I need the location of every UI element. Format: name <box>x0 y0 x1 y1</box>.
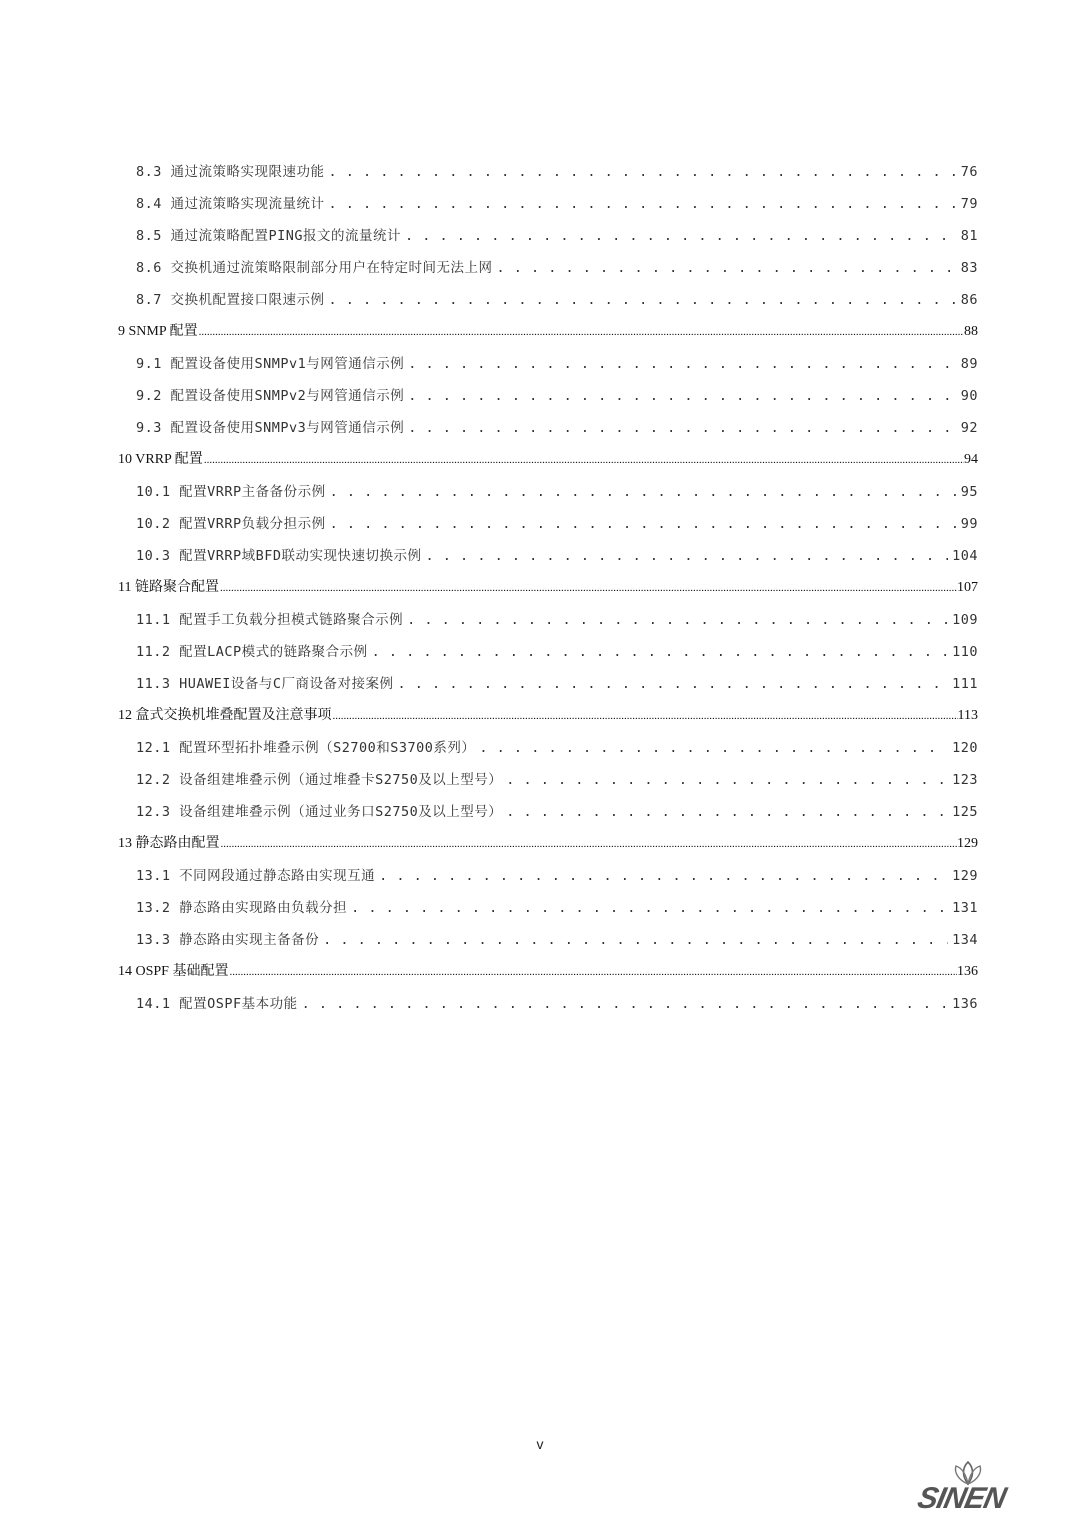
toc-section-row[interactable] <box>118 246 978 278</box>
toc-page-number: 79 <box>960 196 978 212</box>
page-number: v <box>536 1436 544 1452</box>
toc-chapter-row[interactable] <box>118 822 978 854</box>
toc-entry-title: 13.1 不同网段通过静态路由实现互通 <box>136 868 376 884</box>
toc-page-number: 134 <box>952 932 978 948</box>
dot-leader <box>329 194 957 214</box>
dot-leader <box>408 418 956 438</box>
dot-leader <box>333 706 958 726</box>
toc-page-number: 129 <box>957 836 978 851</box>
toc-entry-title: 8.3 通过流策略实现限速功能 <box>136 164 325 180</box>
toc-entry-title: 14 OSPF 基础配置 <box>118 964 229 979</box>
toc-entry-title: 8.7 交换机配置接口限速示例 <box>136 292 325 308</box>
toc-chapter-row[interactable] <box>118 566 978 598</box>
dot-leader <box>330 514 957 534</box>
toc-section-row[interactable] <box>118 918 978 950</box>
toc-entry-title: 10 VRRP 配置 <box>118 452 203 467</box>
table-of-contents <box>118 150 978 1014</box>
dot-leader <box>329 162 957 182</box>
dot-leader <box>479 738 948 758</box>
toc-entry-title: 12.3 设备组建堆叠示例（通过业务口S2750及以上型号） <box>136 804 503 820</box>
toc-section-row[interactable] <box>118 598 978 630</box>
toc-section-row[interactable] <box>118 534 978 566</box>
toc-entry-title: 9.3 配置设备使用SNMPv3与网管通信示例 <box>136 420 405 436</box>
toc-page-number: 94 <box>964 452 978 467</box>
toc-entry-title: 8.6 交换机通过流策略限制部分用户在特定时间无法上网 <box>136 260 493 276</box>
toc-section-row[interactable] <box>118 182 978 214</box>
toc-page-number: 83 <box>960 260 978 276</box>
toc-section-row[interactable] <box>118 502 978 534</box>
dot-leader <box>506 802 948 822</box>
toc-chapter-row[interactable] <box>118 950 978 982</box>
toc-page-number: 109 <box>952 612 978 628</box>
toc-entry-title: 14.1 配置OSPF基本功能 <box>136 996 298 1012</box>
toc-section-row[interactable] <box>118 470 978 502</box>
brand-logo <box>910 1460 1070 1520</box>
toc-entry-title: 10.1 配置VRRP主备备份示例 <box>136 484 326 500</box>
toc-entry-title: 10.3 配置VRRP域BFD联动实现快速切换示例 <box>136 548 422 564</box>
toc-page-number: 99 <box>960 516 978 532</box>
toc-page-number: 92 <box>960 420 978 436</box>
toc-page-number: 111 <box>952 676 978 692</box>
toc-page-number: 123 <box>952 772 978 788</box>
toc-entry-title: 13.3 静态路由实现主备备份 <box>136 932 320 948</box>
toc-page-number: 76 <box>960 164 978 180</box>
dot-leader <box>405 226 957 246</box>
toc-section-row[interactable] <box>118 982 978 1014</box>
dot-leader <box>323 930 948 950</box>
toc-entry-title: 11.2 配置LACP模式的链路聚合示例 <box>136 644 368 660</box>
toc-entry-title: 9 SNMP 配置 <box>118 324 198 339</box>
toc-section-row[interactable] <box>118 406 978 438</box>
toc-section-row[interactable] <box>118 278 978 310</box>
toc-chapter-row[interactable] <box>118 438 978 470</box>
toc-page-number: 95 <box>960 484 978 500</box>
toc-entry-title: 13.2 静态路由实现路由负载分担 <box>136 900 348 916</box>
toc-page-number: 90 <box>960 388 978 404</box>
logo-text: SINEN <box>914 1482 1009 1515</box>
toc-entry-title: 9.2 配置设备使用SNMPv2与网管通信示例 <box>136 388 405 404</box>
toc-chapter-row[interactable] <box>118 694 978 726</box>
toc-page-number: 88 <box>964 324 978 339</box>
toc-page-number: 136 <box>957 964 978 979</box>
toc-entry-title: 12 盒式交换机堆叠配置及注意事项 <box>118 708 332 723</box>
toc-entry-title: 10.2 配置VRRP负载分担示例 <box>136 516 326 532</box>
toc-section-row[interactable] <box>118 630 978 662</box>
toc-entry-title: 13 静态路由配置 <box>118 836 220 851</box>
toc-page-number: 110 <box>952 644 978 660</box>
toc-section-row[interactable] <box>118 886 978 918</box>
toc-section-row[interactable] <box>118 150 978 182</box>
dot-leader <box>506 770 948 790</box>
toc-entry-title: 11.3 HUAWEI设备与C厂商设备对接案例 <box>136 676 394 692</box>
toc-page-number: 113 <box>957 708 978 723</box>
toc-section-row[interactable] <box>118 214 978 246</box>
toc-entry-title: 8.5 通过流策略配置PING报文的流量统计 <box>136 228 402 244</box>
toc-section-row[interactable] <box>118 662 978 694</box>
toc-entry-title: 11.1 配置手工负载分担模式链路聚合示例 <box>136 612 404 628</box>
toc-entry-title: 12.2 设备组建堆叠示例（通过堆叠卡S2750及以上型号） <box>136 772 503 788</box>
toc-section-row[interactable] <box>118 342 978 374</box>
dot-leader <box>497 258 957 278</box>
dot-leader <box>204 450 964 470</box>
dot-leader <box>329 290 957 310</box>
toc-page-number: 81 <box>960 228 978 244</box>
toc-page-number: 136 <box>952 996 978 1012</box>
toc-page-number: 107 <box>957 580 978 595</box>
toc-section-row[interactable] <box>118 726 978 758</box>
toc-chapter-row[interactable] <box>118 310 978 342</box>
dot-leader <box>351 898 948 918</box>
toc-entry-title: 11 链路聚合配置 <box>118 580 219 595</box>
dot-leader <box>330 482 957 502</box>
toc-entry-title: 8.4 通过流策略实现流量统计 <box>136 196 325 212</box>
dot-leader <box>372 642 948 662</box>
toc-section-row[interactable] <box>118 374 978 406</box>
dot-leader <box>408 386 956 406</box>
toc-section-row[interactable] <box>118 854 978 886</box>
toc-page-number: 120 <box>952 740 978 756</box>
dot-leader <box>302 994 948 1014</box>
toc-section-row[interactable] <box>118 758 978 790</box>
dot-leader <box>398 674 949 694</box>
toc-section-row[interactable] <box>118 790 978 822</box>
dot-leader <box>229 962 957 982</box>
dot-leader <box>220 578 957 598</box>
dot-leader <box>199 322 964 342</box>
dot-leader <box>426 546 949 566</box>
dot-leader <box>407 610 948 630</box>
toc-page-number: 125 <box>952 804 978 820</box>
toc-entry-title: 9.1 配置设备使用SNMPv1与网管通信示例 <box>136 356 405 372</box>
toc-page-number: 131 <box>952 900 978 916</box>
dot-leader <box>221 834 958 854</box>
toc-page-number: 89 <box>960 356 978 372</box>
toc-page-number: 129 <box>952 868 978 884</box>
toc-entry-title: 12.1 配置环型拓扑堆叠示例（S2700和S3700系列） <box>136 740 476 756</box>
dot-leader <box>408 354 956 374</box>
toc-page-number: 104 <box>952 548 978 564</box>
toc-page-number: 86 <box>960 292 978 308</box>
dot-leader <box>379 866 948 886</box>
